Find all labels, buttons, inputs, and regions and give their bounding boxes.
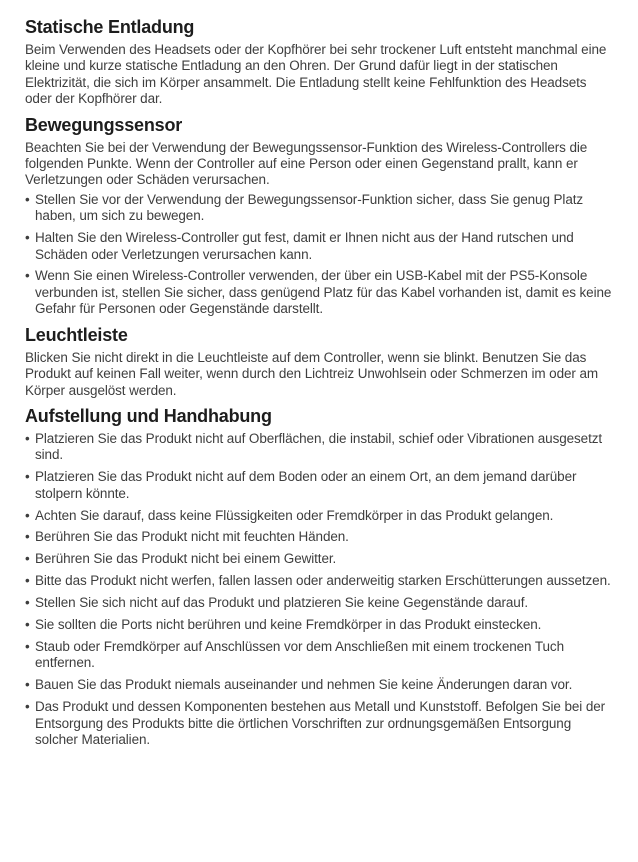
bullet-icon: •	[25, 529, 30, 545]
section-statische-entladung	[25, 17, 616, 108]
list-item	[25, 699, 616, 748]
list-item	[25, 230, 616, 263]
section-leuchtleiste	[25, 325, 616, 399]
list-item	[25, 595, 616, 611]
list-item-text: Das Produkt und dessen Komponenten bestehen aus Metall und Kunststoff. Befolgen Sie bei der Entsorgung des Produkts bitte die örtlichen Vorschriften zur ordnungsgemäßen Entsorgung solcher Materialien.	[35, 699, 606, 747]
list-item-text: Bitte das Produkt nicht werfen, fallen lassen oder anderweitig starken Erschütterungen aussetzen.	[35, 573, 611, 589]
bullet-icon: •	[25, 268, 30, 284]
section-paragraph: Blicken Sie nicht direkt in die Leuchtleiste auf dem Controller, wenn sie blinkt. Benutzen Sie das Produkt auf keinen Fall weiter, wenn durch den Lichtreiz Unwohlsein oder Schmerzen im oder am Körper ausgelöst werden.	[25, 349, 598, 398]
bullet-icon: •	[25, 699, 30, 715]
list-item	[25, 268, 616, 317]
bullet-icon: •	[25, 191, 30, 207]
list-item	[25, 677, 616, 693]
section-paragraph: Beim Verwenden des Headsets oder der Kopfhörer bei sehr trockener Luft entsteht manchmal eine kleine und kurze statische Entladung an den Ohren. Der Grund dafür liegt in der statischen Elektrizität, die sich im Körper ansammelt. Die Entladung stellt keine Fehlfunktion des Headsets oder der Kopfhörer dar.	[25, 42, 607, 107]
bullet-icon: •	[25, 430, 30, 446]
section-heading: Statische Entladung	[25, 17, 195, 37]
list-item-text: Platzieren Sie das Produkt nicht auf dem Boden oder an einem Ort, an dem jemand darüber stolpern könnte.	[35, 469, 577, 501]
list-item-text: Platzieren Sie das Produkt nicht auf Oberflächen, die instabil, schief oder Vibrationen ausgesetzt sind.	[35, 430, 603, 463]
list-item	[25, 469, 616, 502]
list-item	[25, 639, 616, 672]
list-item-text: Bauen Sie das Produkt niemals auseinander und nehmen Sie keine Änderungen daran vor.	[35, 677, 573, 693]
bullet-list	[25, 431, 616, 749]
bullet-icon: •	[25, 573, 30, 589]
section-heading: Bewegungssensor	[25, 114, 183, 135]
bullet-list	[25, 192, 616, 318]
bullet-icon: •	[25, 507, 30, 523]
list-item-text: Achten Sie darauf, dass keine Flüssigkeiten oder Fremdkörper in das Produkt gelangen.	[35, 507, 554, 523]
list-item	[25, 529, 616, 545]
list-item	[25, 508, 616, 524]
section-paragraph: Beachten Sie bei der Verwendung der Bewegungssensor-Funktion des Wireless-Controllers die folgenden Punkte. Wenn der Controller auf eine Person oder einen Gegenstand prallt, kann er Verletzungen oder Schäden verursachen.	[25, 139, 588, 188]
bullet-icon: •	[25, 677, 30, 693]
list-item	[25, 192, 616, 225]
bullet-icon: •	[25, 230, 30, 246]
list-item-text: Stellen Sie sich nicht auf das Produkt und platzieren Sie keine Gegenstände darauf.	[35, 595, 529, 611]
section-aufstellung-und-handhabung	[25, 406, 616, 749]
section-bewegungssensor	[25, 115, 616, 318]
list-item-text: Staub oder Fremdkörper auf Anschlüssen vor dem Anschließen mit einem trockenen Tuch entfernen.	[35, 638, 564, 671]
list-item	[25, 617, 616, 633]
bullet-icon: •	[25, 551, 30, 567]
list-item-text: Sie sollten die Ports nicht berühren und keine Fremdkörper in das Produkt einstecken.	[35, 617, 542, 633]
bullet-icon: •	[25, 469, 30, 485]
section-heading: Leuchtleiste	[25, 324, 128, 345]
bullet-icon: •	[25, 595, 30, 611]
section-heading: Aufstellung und Handhabung	[25, 405, 272, 426]
list-item-text: Berühren Sie das Produkt nicht bei einem Gewitter.	[35, 551, 337, 567]
list-item-text: Halten Sie den Wireless-Controller gut fest, damit er Ihnen nicht aus der Hand rutschen und Schäden oder Verletzungen verursachen kann.	[35, 230, 574, 262]
list-item-text: Wenn Sie einen Wireless-Controller verwenden, der über ein USB-Kabel mit der PS5-Konsole verbunden ist, stellen Sie sicher, dass genügend Platz für das Kabel vorhanden ist, damit es keine Gefahr für Personen oder Gegenstände darstellt.	[35, 268, 612, 317]
list-item	[25, 573, 616, 589]
list-item-text: Berühren Sie das Produkt nicht mit feuchten Händen.	[35, 529, 349, 545]
list-item-text: Stellen Sie vor der Verwendung der Bewegungssensor-Funktion sicher, dass Sie genug Platz haben, um sich zu bewegen.	[35, 191, 584, 224]
bullet-icon: •	[25, 617, 30, 633]
list-item	[25, 551, 616, 567]
bullet-icon: •	[25, 638, 30, 654]
list-item	[25, 431, 616, 464]
